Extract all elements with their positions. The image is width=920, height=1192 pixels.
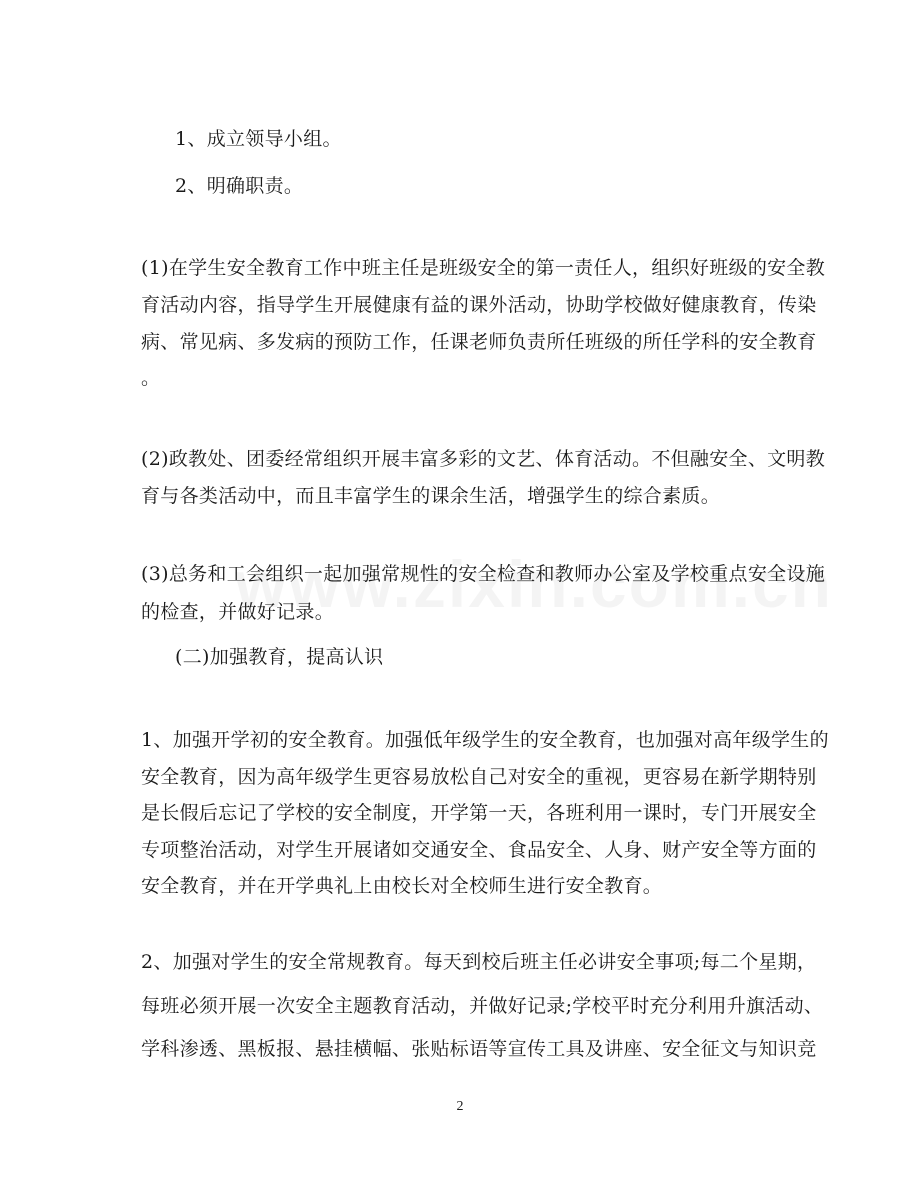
text-line-10: 的检查，并做好记录。: [141, 601, 335, 623]
text-line-15: 专项整治活动，对学生开展诸如交通安全、食品安全、人身、财产安全等方面的: [141, 839, 817, 861]
text-line-12: 1、加强开学初的安全教育。加强低年级学生的安全教育，也加强对高年级学生的: [141, 729, 829, 751]
text-line-3: (1)在学生安全教育工作中班主任是班级安全的第一责任人，组织好班级的安全教: [141, 257, 826, 279]
text-line-1: 1、成立领导小组。: [175, 128, 342, 150]
text-line-16: 安全教育，并在开学典礼上由校长对全校师生进行安全教育。: [141, 875, 663, 897]
text-line-13: 安全教育，因为高年级学生更容易放松自己对安全的重视，更容易在新学期特别: [141, 766, 817, 788]
page-number: 2: [456, 1099, 464, 1114]
text-line-14: 是长假后忘记了学校的安全制度，开学第一天，各班利用一课时，专门开展安全: [141, 802, 817, 824]
text-line-6: 。: [141, 367, 161, 389]
text-line-8: 育与各类活动中，而且丰富学生的课余生活，增强学生的综合素质。: [141, 485, 721, 507]
text-line-4: 育活动内容，指导学生开展健康有益的课外活动，协助学校做好健康教育，传染: [141, 294, 817, 316]
text-line-2: 2、明确职责。: [175, 175, 304, 197]
text-line-9: (3)总务和工会组织一起加强常规性的安全检查和教师办公室及学校重点安全设施: [141, 563, 826, 585]
section-heading: (二)加强教育，提高认识: [175, 646, 384, 668]
text-line-19: 学科渗透、黑板报、悬挂横幅、张贴标语等宣传工具及讲座、安全征文与知识竞: [141, 1038, 817, 1060]
text-line-5: 病、常见病、多发病的预防工作，任课老师负责所任班级的所任学科的安全教育: [141, 331, 817, 353]
text-line-7: (2)政教处、团委经常组织开展丰富多彩的文艺、体育活动。不但融安全、文明教: [141, 448, 826, 470]
text-line-17: 2、加强对学生的安全常规教育。每天到校后班主任必讲安全事项;每二个星期，: [141, 951, 817, 973]
text-line-18: 每班必须开展一次安全主题教育活动，并做好记录;学校平时充分利用升旗活动、: [141, 995, 824, 1017]
